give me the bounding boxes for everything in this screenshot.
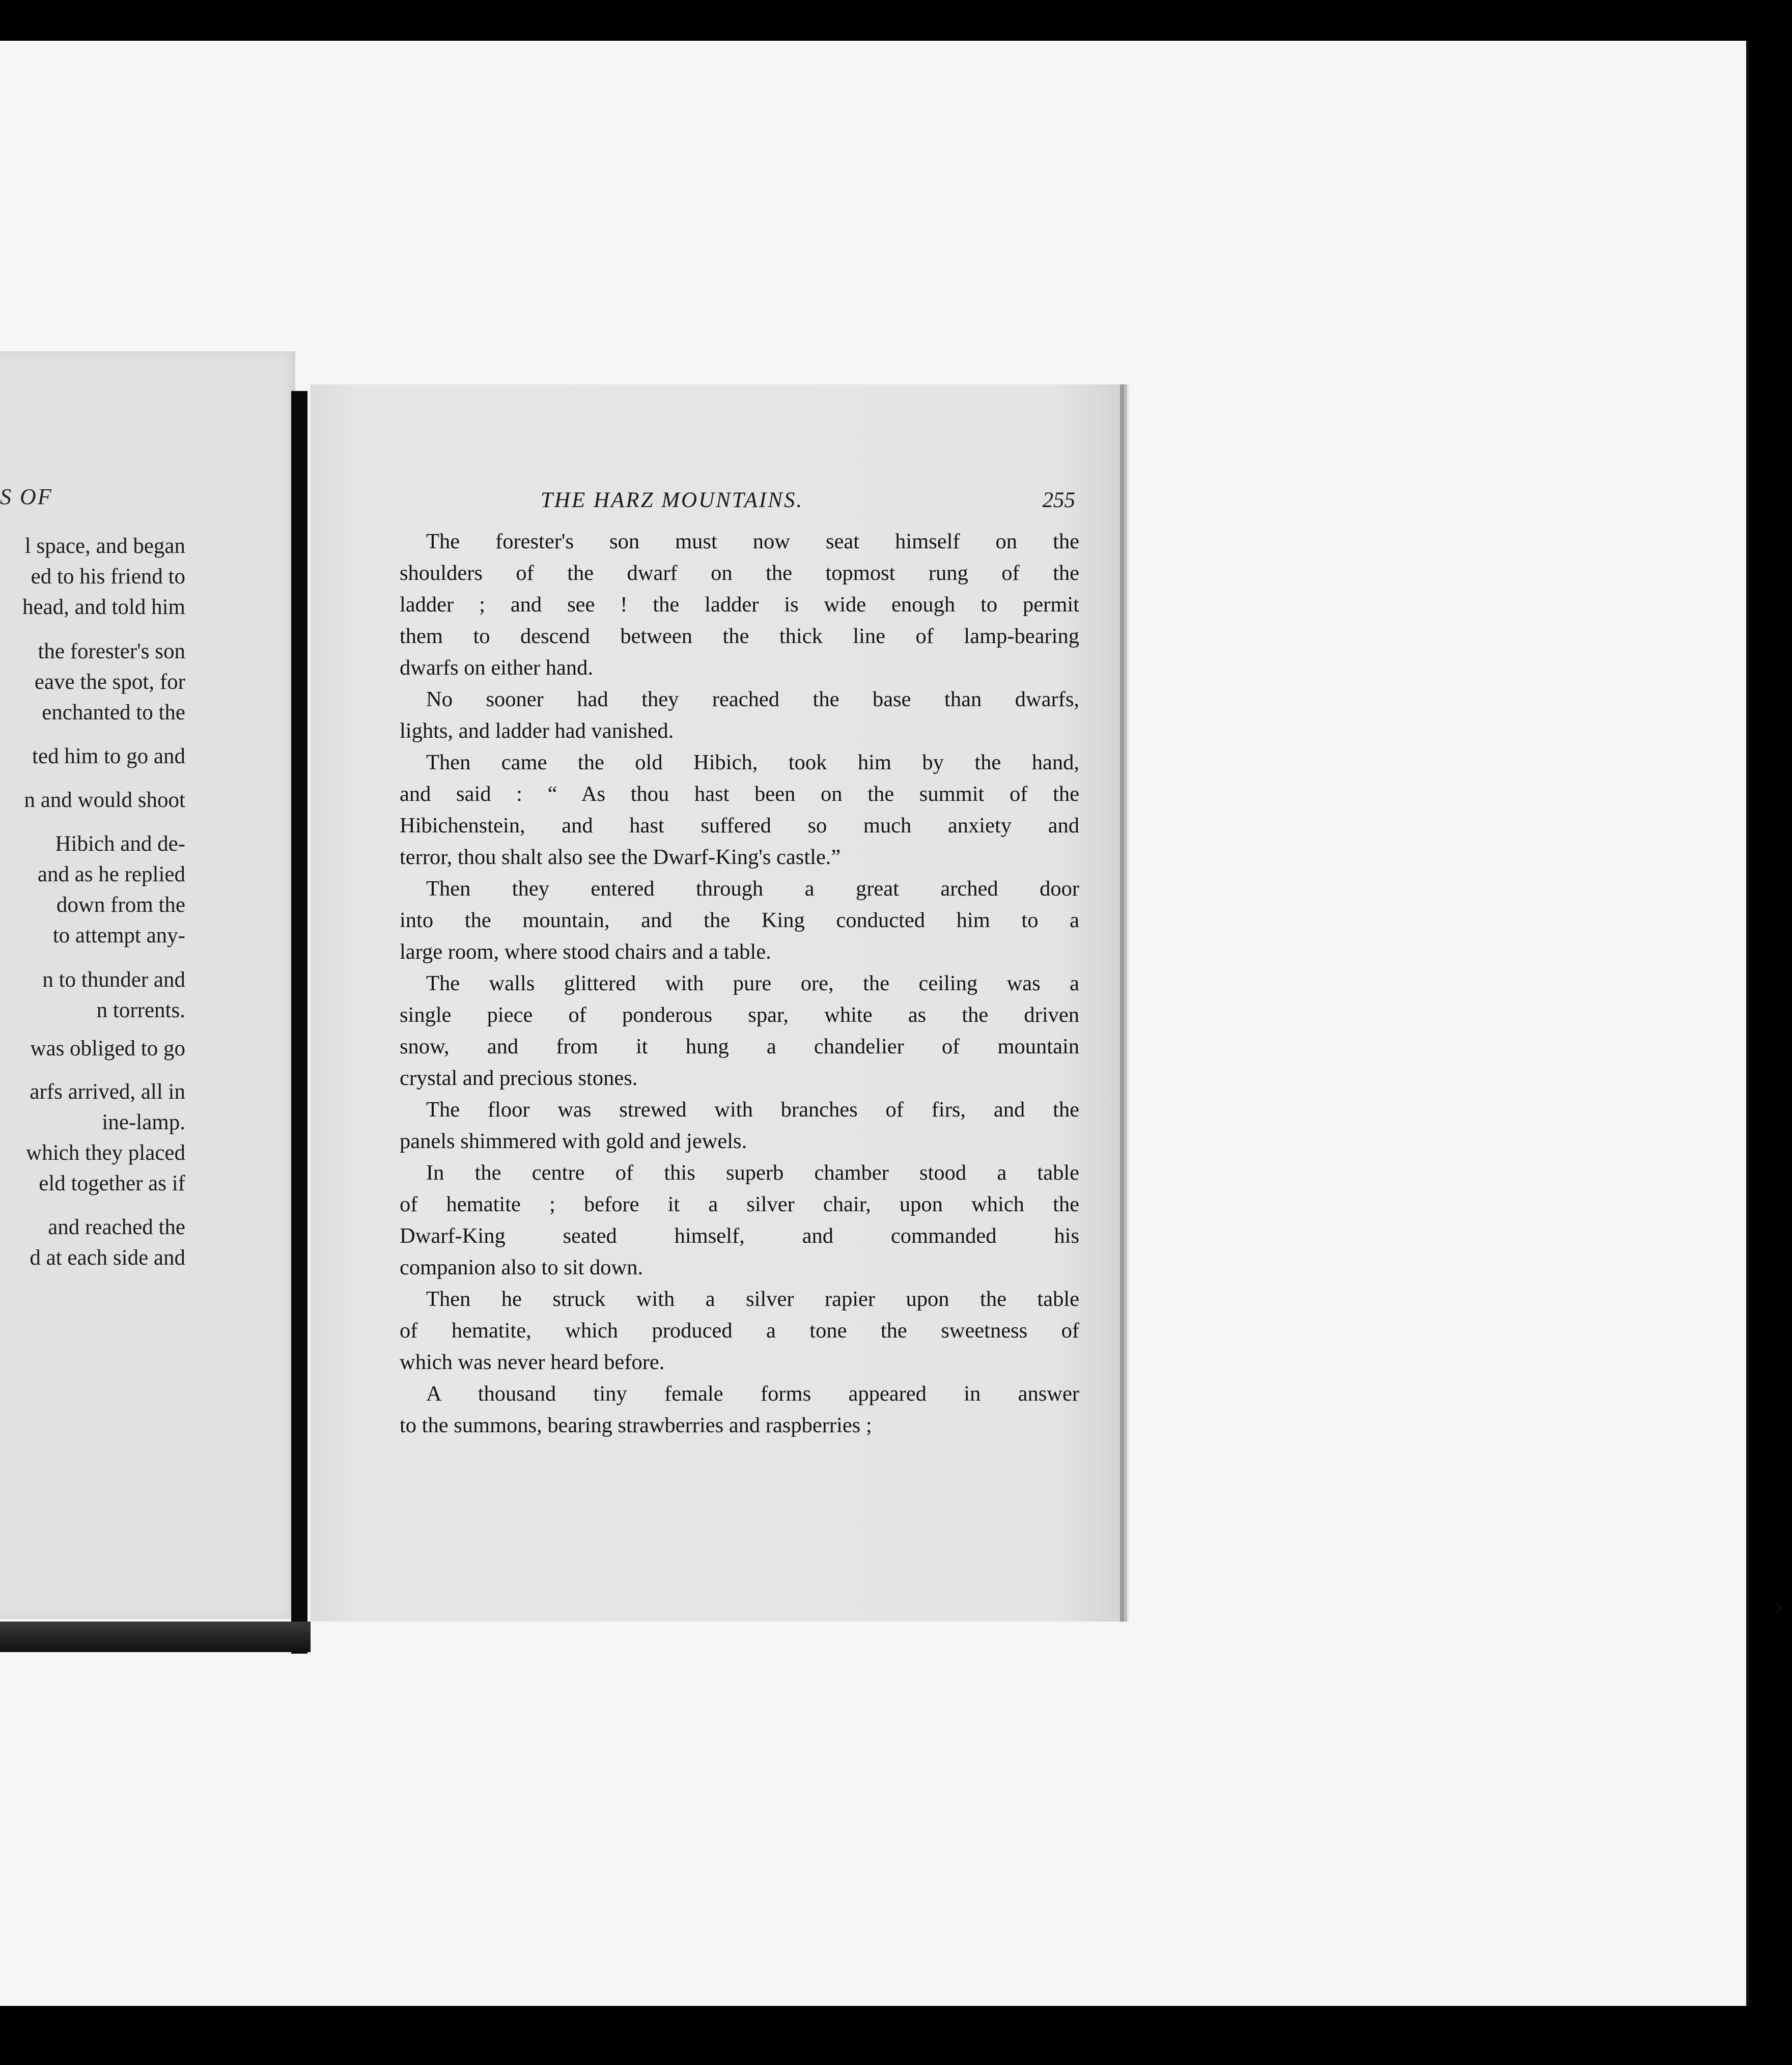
left-page-line: head, and told him (22, 595, 185, 619)
running-head-title: THE HARZ MOUNTAINS. (541, 488, 804, 512)
left-page-line: which they placed (26, 1141, 185, 1165)
paragraph (400, 873, 1079, 968)
book-spine (291, 391, 307, 1654)
paragraph (400, 1094, 1079, 1157)
left-page-line: n torrents. (96, 998, 185, 1022)
paragraph (400, 1378, 1079, 1441)
left-page-line: arfs arrived, all in (30, 1080, 185, 1104)
book-base-edge (0, 1622, 311, 1652)
text-line: snow, and from it hung a chandelier of mountain (400, 1035, 1079, 1058)
text-line: Dwarf-King seated himself, and commanded his (400, 1224, 1079, 1248)
page-number: 255 (1042, 488, 1075, 512)
text-line: In the centre of this superb chamber stood a table (426, 1161, 1079, 1185)
text-line: terror, thou shalt also see the Dwarf-King's castle.” (400, 845, 841, 869)
left-page-line: the forester's son (38, 639, 185, 663)
text-line: shoulders of the dwarf on the topmost rung of the (400, 561, 1079, 585)
text-line: lights, and ladder had vanished. (400, 719, 674, 743)
left-page-line: ed to his friend to (31, 565, 185, 589)
text-line: ladder ; and see ! the ladder is wide enough to permit (400, 593, 1079, 617)
running-head (541, 488, 1075, 518)
paragraph (400, 684, 1079, 747)
page-body-text (400, 526, 1079, 1441)
left-page-line: ine-lamp. (102, 1110, 185, 1134)
text-line: large room, where stood chairs and a table. (400, 940, 771, 964)
left-page-line: l space, and began (24, 534, 185, 558)
left-page-line: to attempt any- (52, 924, 185, 947)
paragraph (400, 526, 1079, 684)
text-line: Hibichenstein, and hast suffered so much anxiety and (400, 814, 1079, 838)
text-line: into the mountain, and the King conducted him to a (400, 908, 1079, 932)
text-line: and said : “ As thou hast been on the summit of the (400, 782, 1079, 806)
text-line: Then they entered through a great arched door (426, 877, 1079, 901)
text-line: single piece of ponderous spar, white as the driven (400, 1003, 1079, 1027)
left-page-line: and as he replied (37, 862, 185, 886)
left-page-line: n and would shoot (24, 788, 185, 812)
text-line: The forester's son must now seat himself on the (426, 529, 1079, 553)
text-line: Then he struck with a silver rapier upon the table (426, 1287, 1079, 1311)
text-line: dwarfs on either hand. (400, 656, 594, 680)
left-page-line: down from the (56, 893, 185, 917)
text-line: The walls glittered with pure ore, the ceiling was a (426, 971, 1079, 995)
left-page-line: eld together as if (39, 1171, 185, 1195)
scan-edge-mark: › (1774, 1588, 1784, 1622)
text-line: Then came the old Hibich, took him by the hand, (426, 750, 1079, 774)
paragraph (400, 747, 1079, 873)
text-line: to the summons, bearing strawberries and raspberries ; (400, 1413, 872, 1437)
left-page-line: and reached the (48, 1215, 185, 1239)
left-page-line: was obliged to go (30, 1037, 185, 1061)
text-line: A thousand tiny female forms appeared in answer (426, 1382, 1079, 1406)
text-line: them to descend between the thick line of lamp-bearing (400, 624, 1079, 648)
text-line: of hematite, which produced a tone the sweetness of (400, 1319, 1079, 1343)
text-line: of hematite ; before it a silver chair, upon which the (400, 1192, 1079, 1216)
paragraph (400, 1283, 1079, 1378)
text-line: panels shimmered with gold and jewels. (400, 1129, 747, 1153)
left-page-line: Hibich and de- (55, 832, 185, 856)
left-page-line: enchanted to the (42, 701, 185, 724)
left-page-line: eave the spot, for (34, 670, 185, 694)
text-line: No sooner had they reached the base than dwarfs, (426, 687, 1079, 711)
left-page (0, 351, 295, 1619)
text-line: crystal and precious stones. (400, 1066, 638, 1090)
paragraph (400, 968, 1079, 1094)
left-page-line: n to thunder and (42, 968, 185, 992)
paragraph (400, 1157, 1079, 1283)
left-page-line: d at each side and (30, 1246, 185, 1270)
left-running-head-fragment: S OF (0, 484, 53, 509)
right-page (311, 384, 1124, 1622)
left-page-line: ted him to go and (32, 744, 185, 768)
text-line: companion also to sit down. (400, 1255, 643, 1279)
text-line: which was never heard before. (400, 1350, 665, 1374)
text-line: The floor was strewed with branches of firs, and the (426, 1098, 1079, 1122)
